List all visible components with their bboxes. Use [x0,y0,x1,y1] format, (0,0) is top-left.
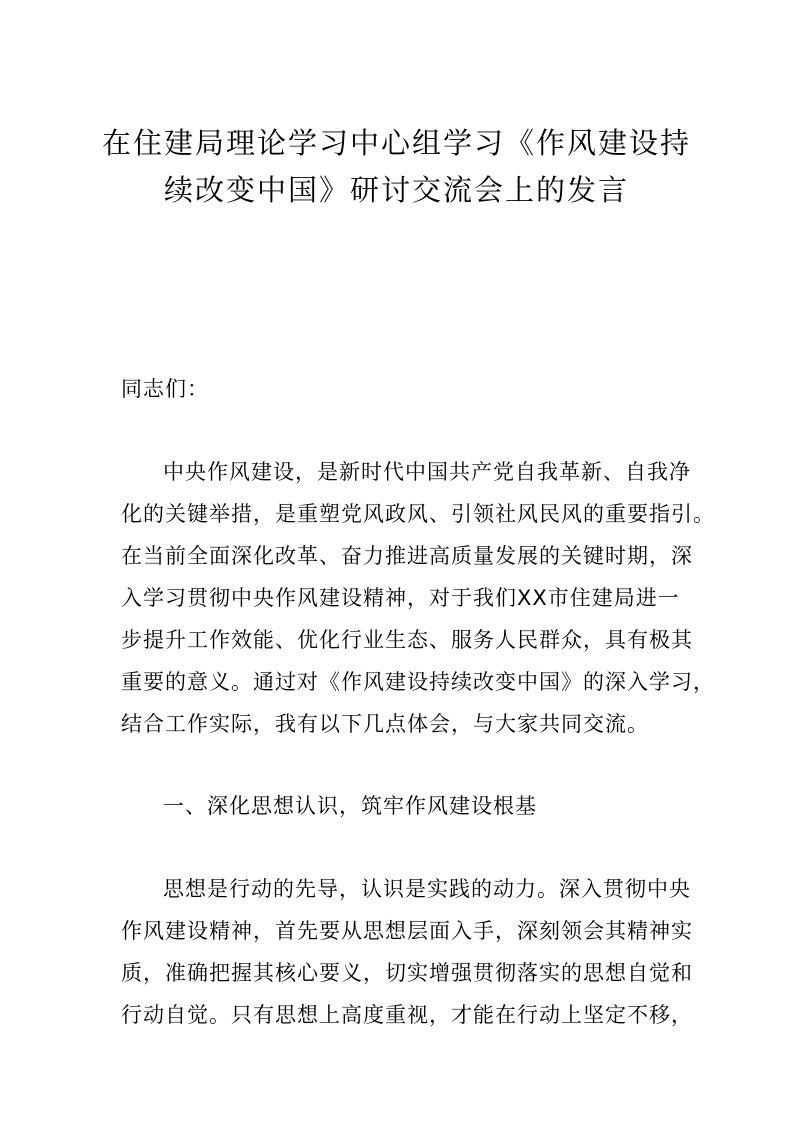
paragraph-2-line-1: 思想是行动的先导，认识是实践的动力。深入贯彻中央 [163,877,691,901]
document-title-line-2: 续改变中国》研讨交流会上的发言 [163,173,629,207]
paragraph-2-line-3: 质，准确把握其核心要义，切实增强贯彻落实的思想自觉和 [121,961,693,985]
paragraph-1-line-5: 步提升工作效能、优化行业生态、服务人民群众，具有极其 [121,628,693,652]
paragraph-1-line-4: 入学习贯彻中央作风建设精神，对于我们XX市住建局进一 [121,586,680,610]
paragraph-1-line-3: 在当前全面深化改革、奋力推进高质量发展的关键时期，深 [121,544,693,568]
paragraph-2-line-4: 行动自觉。只有思想上高度重视，才能在行动上坚定不移， [121,1003,693,1027]
document-title-line-1: 在住建局理论学习中心组学习《作风建设持 [101,126,691,160]
section-heading-1: 一、深化思想认识，筑牢作风建设根基 [163,794,537,818]
paragraph-2-line-2: 作风建设精神，首先要从思想层面入手，深刻领会其精神实 [121,919,693,943]
paragraph-1-line-6: 重要的意义。通过对《作风建设持续改变中国》的深入学习， [121,670,715,694]
paragraph-1-line-2: 化的关键举措，是重塑党风政风、引领社风民风的重要指引。 [121,502,715,526]
salutation: 同志们： [121,377,209,401]
paragraph-1-line-1: 中央作风建设，是新时代中国共产党自我革新、自我净 [163,460,691,484]
paragraph-1-line-7: 结合工作实际，我有以下几点体会，与大家共同交流。 [121,712,649,736]
